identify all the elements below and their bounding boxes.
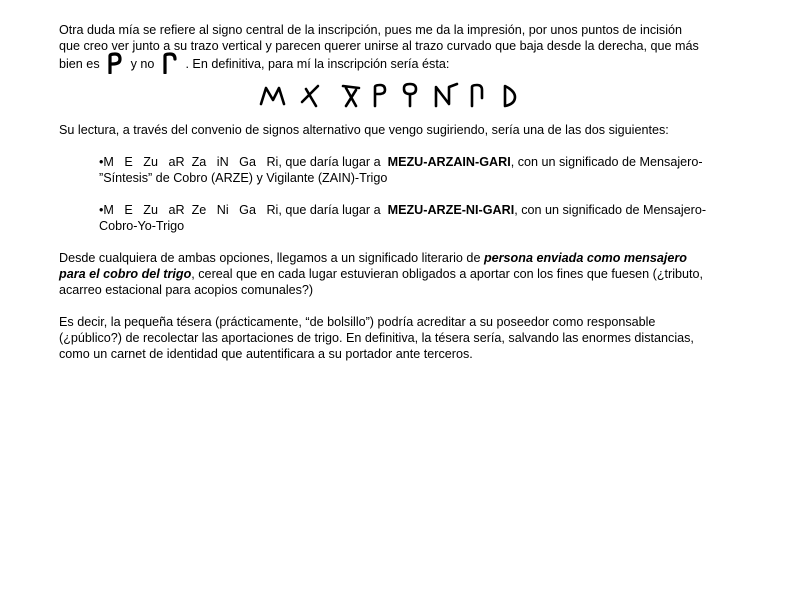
paragraph-3-line-3: acarreo estacional para acopios comunales?) xyxy=(59,283,314,297)
bullet-2-line-1 xyxy=(99,202,706,218)
bullet-2-line-2: Cobro-Yo-Trigo xyxy=(99,219,185,233)
paragraph-2: Su lectura, a través del convenio de signos alternativo que vengo sugiriendo, sería una de las dos siguientes: xyxy=(59,123,669,137)
paragraph-4-line-3: como un carnet de identidad que autentificara a su portador ante terceros. xyxy=(59,347,473,361)
paragraph-3-emphasis-2: para el cobro del trigo xyxy=(59,267,192,281)
bullet-1-line-2: ”Síntesis” de Cobro (ARZE) y Vigilante (ZAIN)-Trigo xyxy=(99,171,388,185)
paragraph-3-text: Desde cualquiera de ambas opciones, llegamos a un significado literario de xyxy=(59,251,484,265)
rune-gamma-icon xyxy=(162,52,178,74)
paragraph-1-line-1: Otra duda mía se refiere al signo central de la inscripción, pues me da la impresión, por unos puntos de incisión xyxy=(59,23,683,37)
bullet-1-meaning: , con un significado de Mensajero- xyxy=(510,155,703,169)
bullet-2-meaning: , con un significado de Mensajero- xyxy=(514,203,707,217)
paragraph-3-line-1 xyxy=(59,250,687,266)
bullet-1-text: •M E Zu aR Za iN Ga Ri, que daría lugar a xyxy=(99,155,388,169)
paragraph-3-emphasis-1: persona enviada como mensajero xyxy=(483,251,687,265)
paragraph-3-text-2: , cereal que en cada lugar estuvieran obligados a aportar con los fines que fuesen (¿tributo, xyxy=(191,267,704,281)
bullet-2-term: MEZU-ARZE-NI-GARI xyxy=(387,203,515,217)
bullet-2-text: •M E Zu aR Ze Ni Ga Ri, que daría lugar a xyxy=(99,203,388,217)
paragraph-4-line-2: (¿público?) de recolectar las aportaciones de trigo. En definitiva, la tésera sería, salvando las enormes distancias, xyxy=(59,331,694,345)
paragraph-1-line-3 xyxy=(59,52,449,74)
paragraph-1-text-a: bien es xyxy=(59,57,100,71)
paragraph-1-text-b: y no xyxy=(130,57,155,71)
paragraph-1-line-2: que creo ver junto a su trazo vertical y parecen querer unirse al trazo curvado que baja desde la derecha, que más xyxy=(59,39,699,53)
paragraph-4-line-1: Es decir, la pequeña tésera (prácticamente, “de bolsillo”) podría acreditar a su poseedor como responsable xyxy=(59,315,656,329)
paragraph-3-line-2 xyxy=(59,266,703,282)
iberian-inscription-icon xyxy=(258,82,520,108)
bullet-1-line-1 xyxy=(99,154,703,170)
rune-p-closed-icon xyxy=(107,52,123,74)
bullet-1-term: MEZU-ARZAIN-GARI xyxy=(387,155,511,169)
paragraph-1-text-c: . En definitiva, para mí la inscripción sería ésta: xyxy=(185,57,450,71)
